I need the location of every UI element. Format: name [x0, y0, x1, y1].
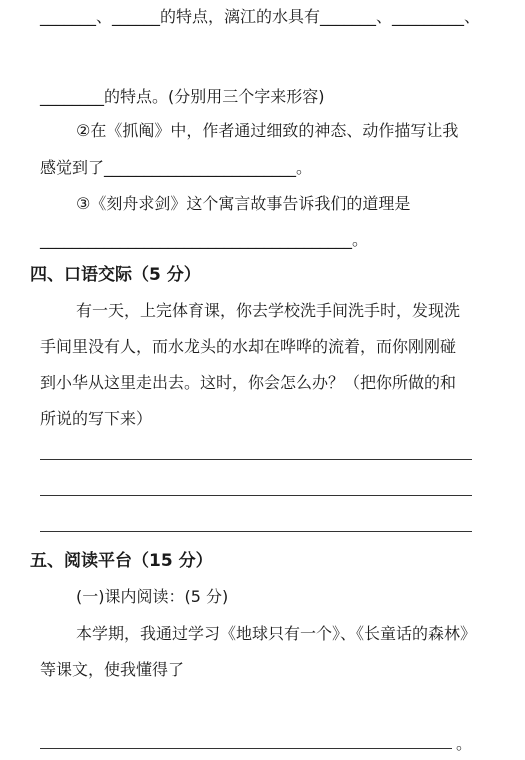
- answer-line-1[interactable]: [40, 459, 472, 460]
- section5-para-line-2: 等课文，使我懂得了: [40, 660, 185, 679]
- section4-heading: 四、口语交际（5 分）: [30, 265, 201, 285]
- section5-para-line-1: 本学期，我通过学习《地球只有一个》、《长童话的森林》: [76, 624, 477, 643]
- q3-line-2: ________的特点。(分别用三个字来形容): [40, 87, 325, 106]
- q3-line-1: _______、______的特点，漓江的水具有_______、_________、: [40, 7, 481, 26]
- section5-heading: 五、阅读平台（15 分）: [30, 551, 213, 571]
- answer-line-4[interactable]: [40, 748, 452, 749]
- q3-line-3: ②在《抓阄》中，作者通过细致的神态、动作描写让我: [76, 121, 459, 140]
- section5-end-mark: 。: [456, 734, 473, 753]
- section5-subheading: (一)课内阅读：(5 分): [76, 587, 229, 606]
- q3-line-4: 感觉到了________________________。: [40, 158, 313, 177]
- q3-line-6: _______________________________________。: [40, 230, 369, 249]
- section4-para-line-3: 到小华从这里走出去。这时，你会怎么办？（把你所做的和: [40, 373, 457, 392]
- section4-para-line-2: 手间里没有人，而水龙头的水却在哗哗的流着，而你刚刚碰: [40, 337, 457, 356]
- answer-line-3[interactable]: [40, 531, 472, 532]
- section4-para-line-1: 有一天，上完体育课，你去学校洗手间洗手时，发现洗: [76, 301, 461, 320]
- answer-line-2[interactable]: [40, 495, 472, 496]
- q3-line-5: ③《刻舟求剑》这个寓言故事告诉我们的道理是: [76, 194, 411, 213]
- section4-para-line-4: 所说的写下来）: [40, 409, 153, 428]
